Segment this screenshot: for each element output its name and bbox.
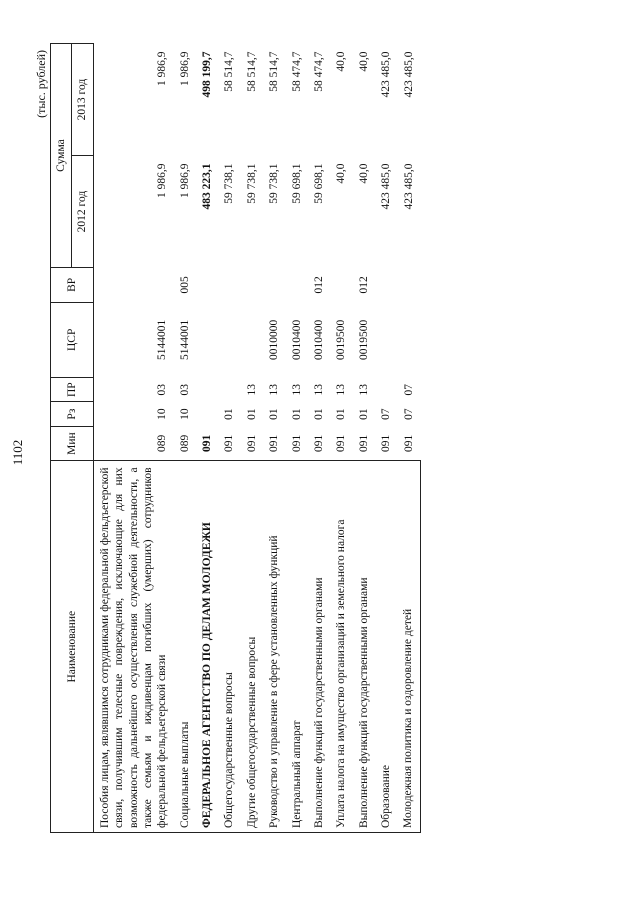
table-row bbox=[196, 44, 218, 833]
row-pr-code: 03 bbox=[178, 383, 191, 396]
row-sum-2013: 1 986,9 bbox=[156, 51, 169, 86]
row-sum-2012: 423 485,0 bbox=[380, 163, 392, 210]
row-sum-2013: 40,0 bbox=[335, 51, 348, 72]
table-row bbox=[263, 44, 285, 833]
row-sum-2012: 423 485,0 bbox=[402, 163, 415, 210]
row-name: Общегосударственные вопросы bbox=[218, 461, 240, 833]
row-sum-2013: 423 485,0 bbox=[402, 51, 415, 98]
table-row bbox=[93, 44, 173, 833]
row-csr-code: 5144001 bbox=[156, 319, 169, 360]
header-name: Наименование bbox=[51, 461, 94, 833]
row-sum-2013: 58 514,7 bbox=[268, 51, 281, 92]
row-name: Центральный аппарат bbox=[286, 461, 308, 833]
row-csr-code bbox=[196, 302, 218, 377]
row-sum-2013: 40,0 bbox=[357, 51, 370, 72]
row-min-code: 091 bbox=[402, 434, 415, 452]
row-name: ФЕДЕРАЛЬНОЕ АГЕНТСТВО ПО ДЕЛАМ МОЛОДЕЖИ bbox=[196, 461, 218, 833]
row-rz-code: 01 bbox=[245, 408, 258, 420]
row-csr-code bbox=[397, 302, 420, 377]
header-min: Мин bbox=[51, 426, 94, 461]
table-header bbox=[51, 44, 94, 833]
header-vr: ВР bbox=[51, 268, 94, 303]
row-vr-code bbox=[196, 268, 218, 303]
row-vr-code bbox=[286, 268, 308, 303]
row-pr-code: 13 bbox=[268, 383, 281, 396]
table-row bbox=[330, 44, 352, 833]
table-row bbox=[397, 44, 420, 833]
page-number: 1102 bbox=[10, 439, 25, 466]
row-vr-code bbox=[218, 268, 240, 303]
row-rz-code bbox=[196, 402, 218, 426]
row-vr-code: 012 bbox=[312, 276, 325, 294]
row-pr-code: 13 bbox=[290, 383, 303, 396]
row-sum-2013: 58 474,7 bbox=[290, 51, 303, 92]
row-vr-code bbox=[397, 268, 420, 303]
row-min-code: 091 bbox=[290, 434, 303, 452]
row-name: Выполнение функций государственными органами bbox=[353, 461, 375, 833]
row-rz-code: 01 bbox=[290, 408, 303, 420]
row-name: Образование bbox=[375, 461, 397, 833]
row-sum-2012: 59 738,1 bbox=[268, 163, 281, 204]
row-name: Руководство и управление в сфере установленных функций bbox=[263, 461, 285, 833]
row-sum-2013: 498 199,7 bbox=[201, 51, 213, 98]
row-rz-code: 01 bbox=[312, 408, 325, 420]
table-row bbox=[174, 44, 196, 833]
row-csr-code: 0019500 bbox=[335, 319, 348, 360]
row-name: Уплата налога на имущество организаций и земельного налога bbox=[330, 461, 352, 833]
row-pr-code bbox=[375, 377, 397, 401]
row-min-code: 091 bbox=[245, 434, 258, 452]
header-2012: 2012 год bbox=[72, 156, 93, 268]
row-csr-code bbox=[241, 302, 263, 377]
row-name: Молодежная политика и оздоровление детей bbox=[397, 461, 420, 833]
table-row bbox=[308, 44, 330, 833]
row-pr-code: 13 bbox=[335, 383, 348, 396]
header-csr: ЦСР bbox=[51, 302, 94, 377]
row-min-code: 091 bbox=[380, 434, 392, 452]
table-row bbox=[286, 44, 308, 833]
header-2013: 2013 год bbox=[72, 44, 93, 156]
row-rz-code: 01 bbox=[335, 408, 348, 420]
row-vr-code bbox=[375, 268, 397, 303]
row-csr-code: 0010000 bbox=[268, 319, 281, 360]
row-csr-code: 5144001 bbox=[178, 319, 191, 360]
table-row bbox=[218, 44, 240, 833]
table-row bbox=[353, 44, 375, 833]
row-csr-code bbox=[218, 302, 240, 377]
row-min-code: 089 bbox=[156, 434, 169, 452]
row-sum-2013: 58 514,7 bbox=[223, 51, 236, 92]
row-name: Выполнение функций государственными органами bbox=[308, 461, 330, 833]
row-vr-code bbox=[93, 268, 173, 303]
row-pr-code: 13 bbox=[312, 383, 325, 396]
row-min-code: 091 bbox=[268, 434, 281, 452]
row-sum-2012: 59 738,1 bbox=[245, 163, 258, 204]
row-csr-code: 0010400 bbox=[312, 319, 325, 360]
table-row bbox=[241, 44, 263, 833]
row-sum-2013: 58 474,7 bbox=[312, 51, 325, 92]
row-rz-code: 10 bbox=[156, 408, 169, 420]
row-min-code: 091 bbox=[312, 434, 325, 452]
row-min-code: 091 bbox=[201, 434, 213, 452]
row-pr-code: 07 bbox=[402, 383, 415, 396]
row-rz-code: 10 bbox=[178, 408, 191, 420]
row-min-code: 091 bbox=[357, 434, 370, 452]
row-sum-2012: 59 698,1 bbox=[312, 163, 325, 204]
row-sum-2013: 58 514,7 bbox=[245, 51, 258, 92]
header-pr: ПР bbox=[51, 377, 94, 401]
budget-table bbox=[50, 43, 421, 833]
row-sum-2013: 1 986,9 bbox=[178, 51, 191, 86]
row-vr-code bbox=[263, 268, 285, 303]
header-rz: Рз bbox=[51, 402, 94, 426]
row-rz-code: 07 bbox=[380, 408, 392, 420]
row-vr-code: 005 bbox=[178, 276, 191, 294]
row-sum-2013: 423 485,0 bbox=[380, 51, 392, 98]
row-rz-code: 07 bbox=[402, 408, 415, 420]
row-pr-code bbox=[218, 377, 240, 401]
row-min-code: 091 bbox=[335, 434, 348, 452]
table-body bbox=[93, 44, 420, 833]
row-sum-2012: 59 698,1 bbox=[290, 163, 303, 204]
row-name: Социальные выплаты bbox=[174, 461, 196, 833]
row-sum-2012: 40,0 bbox=[335, 163, 348, 184]
table-row bbox=[375, 44, 397, 833]
row-vr-code bbox=[241, 268, 263, 303]
row-vr-code: 012 bbox=[357, 276, 370, 294]
row-sum-2012: 40,0 bbox=[357, 163, 370, 184]
row-name: Другие общегосударственные вопросы bbox=[241, 461, 263, 833]
unit-note: (тыс. рублей) bbox=[34, 50, 48, 118]
row-pr-code: 03 bbox=[156, 383, 169, 396]
row-csr-code bbox=[375, 302, 397, 377]
row-name: Пособия лицам, являвшимся сотрудниками федеральной фельдъегерской связи, получившим телесные повреждения, исключающие для них возможность дальнейшего осуществления служебной деятельности, а также семьям и иждивенцам погибших (умерших) сотрудников федеральной фельдъегерской связи bbox=[93, 461, 173, 833]
row-csr-code: 0010400 bbox=[290, 319, 303, 360]
row-csr-code: 0019500 bbox=[357, 319, 370, 360]
row-sum-2012: 1 986,9 bbox=[156, 163, 169, 199]
row-sum-2012: 1 986,9 bbox=[178, 163, 191, 199]
row-min-code: 091 bbox=[223, 434, 236, 452]
row-vr-code bbox=[330, 268, 352, 303]
row-rz-code: 01 bbox=[223, 408, 236, 420]
row-rz-code: 01 bbox=[268, 408, 281, 420]
header-sum: Сумма bbox=[51, 44, 72, 268]
row-pr-code: 13 bbox=[245, 383, 258, 396]
row-pr-code: 13 bbox=[357, 383, 370, 396]
row-min-code: 089 bbox=[178, 434, 191, 452]
row-sum-2012: 59 738,1 bbox=[223, 163, 236, 204]
row-rz-code: 01 bbox=[357, 408, 370, 420]
row-sum-2012: 483 223,1 bbox=[201, 163, 213, 210]
row-pr-code bbox=[196, 377, 218, 401]
